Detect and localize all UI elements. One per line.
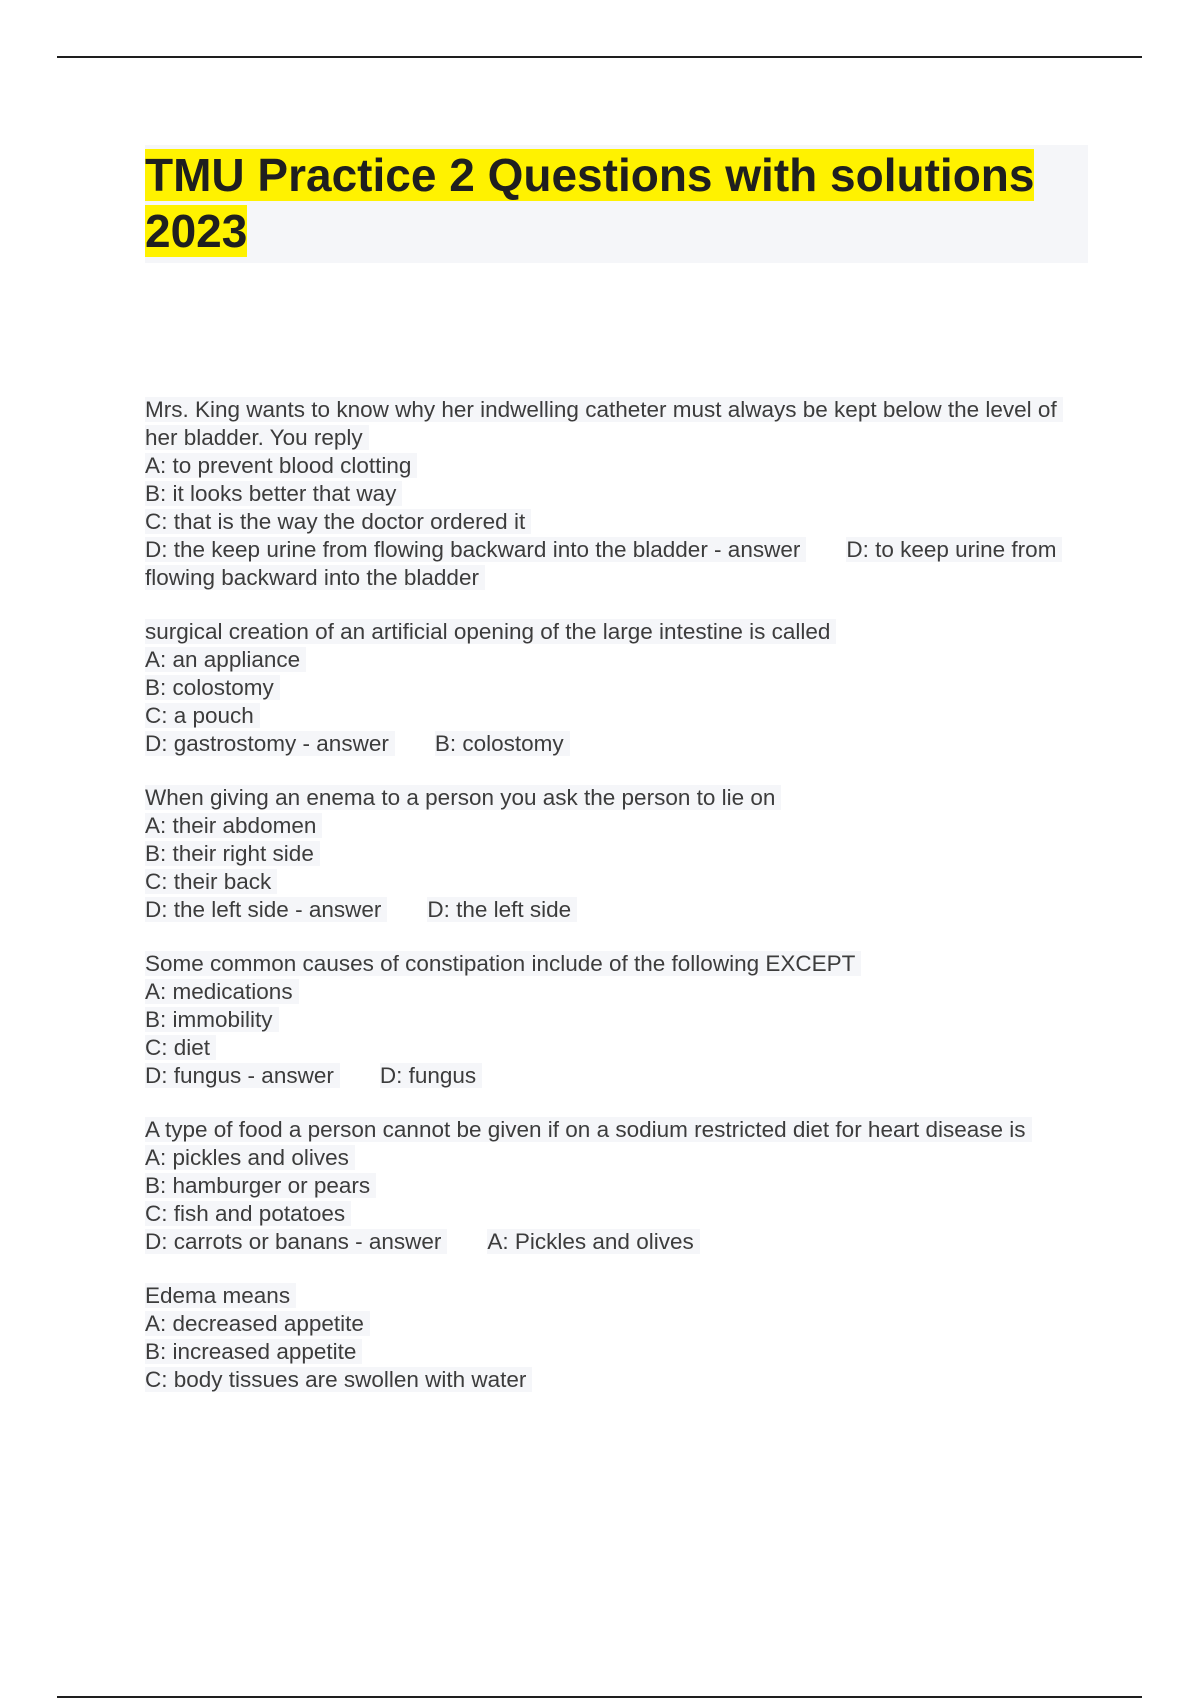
- option-d-with-answer: [145, 536, 1090, 592]
- option-c: C: body tissues are swollen with water: [145, 1366, 1090, 1394]
- document-title-highlight: TMU Practice 2 Questions with solutions 2023: [145, 149, 1035, 257]
- option-b: B: it looks better that way: [145, 480, 1090, 508]
- question-prompt: Edema means: [145, 1282, 1090, 1310]
- option-c: C: fish and potatoes: [145, 1200, 1090, 1228]
- option-d: D: the keep urine from flowing backward into the bladder - answer: [145, 537, 806, 562]
- document-title: [145, 147, 1088, 259]
- question-item: [145, 396, 1090, 592]
- option-b: B: their right side: [145, 840, 1090, 868]
- option-a: A: their abdomen: [145, 812, 1090, 840]
- question-prompt: Mrs. King wants to know why her indwelling catheter must always be kept below the level of her bladder. You reply: [145, 396, 1090, 452]
- answer-text: D: the left side: [427, 897, 577, 922]
- option-d-with-answer: [145, 1062, 1090, 1090]
- answer-text: D: to keep urine from flowing backward into the bladder: [145, 537, 1062, 590]
- question-item: [145, 784, 1090, 924]
- header-rule: [57, 56, 1142, 58]
- option-d: D: gastrostomy - answer: [145, 731, 395, 756]
- question-prompt: Some common causes of constipation include of the following EXCEPT: [145, 950, 1090, 978]
- option-c: C: diet: [145, 1034, 1090, 1062]
- option-b: B: hamburger or pears: [145, 1172, 1090, 1200]
- option-c: C: a pouch: [145, 702, 1090, 730]
- option-a: A: an appliance: [145, 646, 1090, 674]
- option-c: C: that is the way the doctor ordered it: [145, 508, 1090, 536]
- question-prompt: When giving an enema to a person you ask the person to lie on: [145, 784, 1090, 812]
- option-a: A: pickles and olives: [145, 1144, 1090, 1172]
- option-b: B: colostomy: [145, 674, 1090, 702]
- title-block: [145, 145, 1088, 263]
- option-d-with-answer: [145, 1228, 1090, 1256]
- option-d: D: fungus - answer: [145, 1063, 340, 1088]
- footer-rule: [57, 1696, 1142, 1698]
- option-d-with-answer: [145, 896, 1090, 924]
- answer-text: A: Pickles and olives: [487, 1229, 699, 1254]
- option-c: C: their back: [145, 868, 1090, 896]
- answer-text: B: colostomy: [435, 731, 570, 756]
- answer-text: D: fungus: [380, 1063, 482, 1088]
- option-d: D: the left side - answer: [145, 897, 387, 922]
- option-a: A: decreased appetite: [145, 1310, 1090, 1338]
- question-item: [145, 1116, 1090, 1256]
- question-prompt: A type of food a person cannot be given if on a sodium restricted diet for heart disease is: [145, 1116, 1090, 1144]
- option-d-with-answer: [145, 730, 1090, 758]
- option-b: B: immobility: [145, 1006, 1090, 1034]
- option-b: B: increased appetite: [145, 1338, 1090, 1366]
- option-a: A: to prevent blood clotting: [145, 452, 1090, 480]
- question-prompt: surgical creation of an artificial opening of the large intestine is called: [145, 618, 1090, 646]
- question-item: [145, 618, 1090, 758]
- question-item: [145, 950, 1090, 1090]
- question-item: [145, 1282, 1090, 1394]
- question-list: [145, 396, 1090, 1420]
- option-d: D: carrots or banans - answer: [145, 1229, 447, 1254]
- option-a: A: medications: [145, 978, 1090, 1006]
